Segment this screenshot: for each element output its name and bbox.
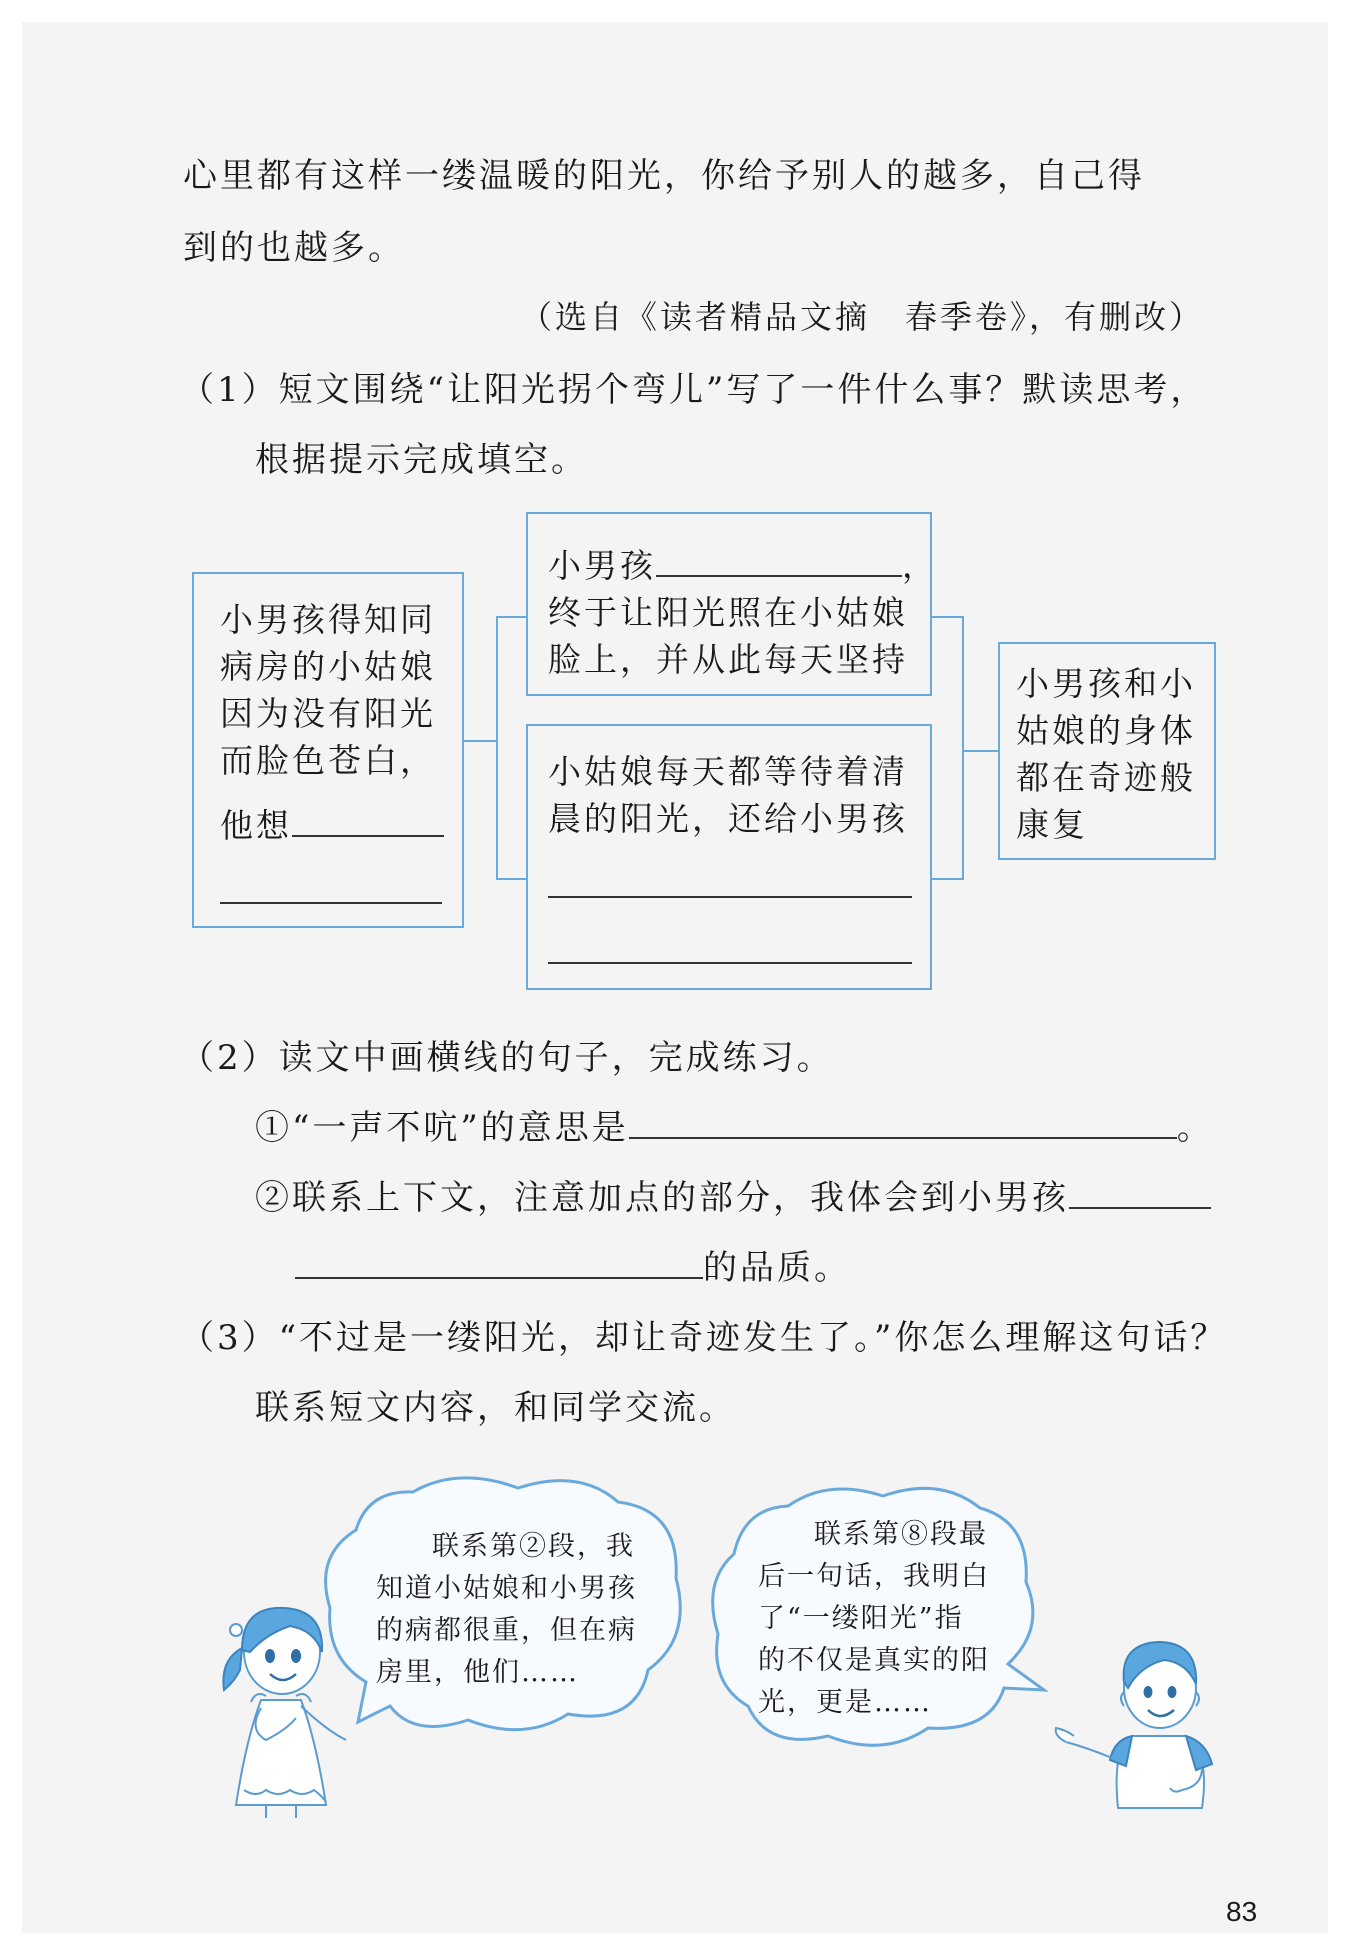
connector-right	[964, 750, 998, 752]
flow-top-blank	[656, 545, 902, 577]
connector-left	[464, 740, 496, 742]
flow-left-line-1: 小男孩得知同	[220, 600, 436, 639]
flow-right-text	[1016, 660, 1196, 848]
question-2-item-2-text: ②联系上下文，注意加点的部分，我体会到小男孩	[255, 1178, 1069, 1218]
flow-left-line-4: 而脸色苍白，	[220, 741, 436, 780]
speech-bubble-right-text	[758, 1514, 990, 1724]
question-1-line-1: （1）短文围绕“让阳光拐个弯儿”写了一件什么事？默读思考，	[180, 370, 1208, 410]
flow-top-line-1b: ，	[902, 546, 938, 585]
bubble-right-line-4: 的不仅是真实的阳	[758, 1645, 990, 1676]
flow-left-blank-1	[292, 805, 444, 837]
question-2-item-1-end: 。	[1176, 1108, 1214, 1148]
page-number: 83	[1226, 1896, 1258, 1927]
bubble-left-line-2: 知道小姑娘和小男孩	[376, 1573, 637, 1604]
flow-bottom-blank-1	[548, 896, 912, 898]
question-3-line-1: （3）“不过是一缕阳光，却让奇迹发生了。”你怎么理解这句话？	[180, 1318, 1228, 1358]
passage-line-2: 到的也越多。	[183, 228, 405, 268]
question-2-item-2-blank-1	[1069, 1177, 1211, 1209]
flow-box-bottom	[526, 724, 932, 990]
flow-box-top	[526, 512, 938, 696]
question-2-item-2-end: 的品质。	[703, 1248, 851, 1288]
flow-top-text	[548, 542, 938, 683]
boy-illustration	[1052, 1618, 1227, 1818]
bubble-left-line-4: 房里，他们……	[376, 1657, 579, 1688]
passage-source: （选自《读者精品文摘 春季卷》，有删改）	[520, 298, 1205, 336]
question-2-item-2	[255, 1170, 1211, 1219]
flow-bottom-blank-2	[548, 962, 912, 964]
flow-left-line-2: 病房的小姑娘	[220, 647, 436, 686]
flow-right-line-4: 康复	[1016, 805, 1088, 844]
connector-left-bracket	[496, 616, 528, 880]
question-2-item-2-blank-2	[295, 1247, 703, 1279]
question-2-item-1	[255, 1100, 1214, 1149]
bubble-right-line-2: 后一句话，我明白	[758, 1561, 990, 1592]
flow-box-left	[192, 572, 464, 928]
bubble-right-line-5: 光，更是……	[758, 1687, 932, 1718]
bubble-right-line-1: 联系第⑧段最	[814, 1519, 988, 1550]
passage-line-1: 心里都有这样一缕温暖的阳光，你给予别人的越多，自己得	[183, 156, 1145, 196]
flow-left-text	[220, 596, 444, 849]
question-2-item-1-text: ①“一声不吭”的意思是	[255, 1108, 629, 1148]
flow-bottom-line-1: 小姑娘每天都等待着清	[548, 752, 908, 791]
flow-right-line-2: 姑娘的身体	[1016, 711, 1196, 750]
flow-top-line-1a: 小男孩	[548, 546, 656, 585]
flow-box-right	[998, 642, 1216, 860]
flow-left-blank-2	[220, 902, 442, 904]
flow-bottom-text	[548, 748, 908, 842]
flow-right-line-3: 都在奇迹般	[1016, 758, 1196, 797]
question-2-title: （2）读文中画横线的句子，完成练习。	[180, 1038, 834, 1078]
flow-bottom-line-2: 晨的阳光，还给小男孩	[548, 799, 908, 838]
bubble-left-line-3: 的病都很重，但在病	[376, 1615, 637, 1646]
flow-left-line-5: 他想	[220, 806, 292, 845]
question-3-line-2: 联系短文内容，和同学交流。	[255, 1388, 736, 1428]
question-1-line-2: 根据提示完成填空。	[255, 440, 588, 480]
flow-top-line-2: 终于让阳光照在小姑娘	[548, 593, 908, 632]
flow-right-line-1: 小男孩和小	[1016, 664, 1196, 703]
girl-illustration	[206, 1590, 376, 1820]
question-2-item-2-cont	[295, 1240, 851, 1289]
flow-left-line-3: 因为没有阳光	[220, 694, 436, 733]
bubble-left-line-1: 联系第②段，我	[432, 1531, 635, 1562]
speech-bubble-left-text	[376, 1526, 637, 1694]
bubble-right-line-3: 了“一缕阳光”指	[758, 1603, 964, 1634]
flow-top-line-3: 脸上，并从此每天坚持	[548, 640, 908, 679]
question-2-item-1-blank	[629, 1107, 1177, 1139]
